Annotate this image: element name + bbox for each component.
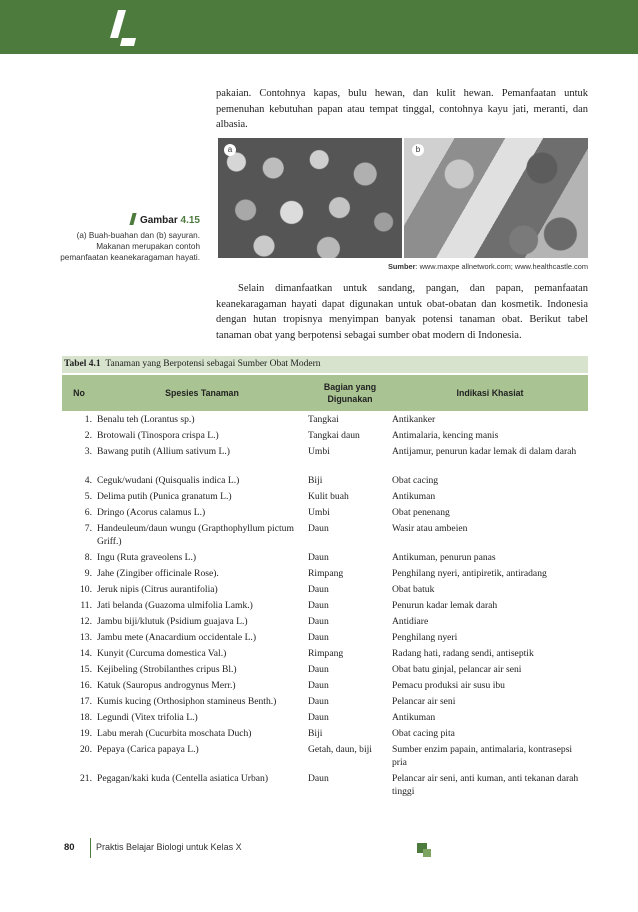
table-row	[62, 522, 588, 551]
table-caption-text: Tanaman yang Berpotensi sebagai Sumber Obat Modern	[105, 359, 321, 369]
table-row	[62, 727, 588, 743]
row-species: Delima putih (Punica granatum L.)	[97, 491, 232, 502]
table-row	[62, 615, 588, 631]
row-part: Biji	[308, 475, 323, 486]
row-indication: Pelancar air seni, anti kuman, anti tekanan darah tinggi	[392, 773, 579, 797]
row-number: 6.	[84, 507, 92, 518]
header-no: No	[73, 388, 85, 398]
body-paragraph	[216, 281, 588, 343]
row-indication: Obat batu ginjal, pelancar air seni	[392, 664, 522, 675]
header-part: Bagian yang Digunakan	[323, 382, 377, 404]
figure-bar-icon	[129, 213, 136, 225]
row-part: Rimpang	[308, 568, 344, 579]
row-species: Jambu biji/klutuk (Psidium guajava L.)	[97, 616, 248, 627]
photo-label-b: b	[412, 144, 424, 156]
row-species: Labu merah (Cucurbita moschata Duch)	[97, 728, 252, 739]
row-indication: Antikanker	[392, 414, 436, 425]
row-species: Brotowali (Tinospora crispa L.)	[97, 430, 219, 441]
table-row	[62, 445, 588, 474]
row-indication: Radang hati, radang sendi, antiseptik	[392, 648, 534, 659]
row-number: 13.	[80, 632, 92, 643]
header-band	[0, 0, 638, 54]
figure-title	[60, 213, 200, 226]
table-row	[62, 413, 588, 429]
table-row	[62, 711, 588, 727]
table-header	[62, 375, 588, 411]
table-row	[62, 583, 588, 599]
row-part: Daun	[308, 616, 329, 627]
row-species: Dringo (Acorus calamus L.)	[97, 507, 206, 518]
table-row	[62, 772, 588, 801]
table-row	[62, 663, 588, 679]
page-number: 80	[64, 842, 75, 853]
footer-square-small-icon	[423, 849, 431, 857]
row-number: 20.	[80, 744, 92, 755]
row-indication: Obat cacing pita	[392, 728, 455, 739]
row-indication: Penurun kadar lemak darah	[392, 600, 498, 611]
row-indication: Antikuman	[392, 491, 436, 502]
fruits-photo	[218, 138, 402, 258]
row-indication: Pelancar air seni	[392, 696, 456, 707]
row-part: Daun	[308, 523, 329, 534]
vegetables-photo	[404, 138, 588, 258]
row-indication: Obat cacing	[392, 475, 439, 486]
figure-number: 4.15	[180, 215, 200, 226]
row-part: Daun	[308, 584, 329, 595]
table-row	[62, 695, 588, 711]
row-indication: Wasir atau ambeien	[392, 523, 468, 534]
row-number: 3.	[84, 446, 92, 457]
photo-label-a: a	[224, 144, 236, 156]
row-indication: Obat penenang	[392, 507, 450, 518]
row-species: Jambu mete (Anacardium occidentale L.)	[97, 632, 257, 643]
row-indication: Penghilang nyeri	[392, 632, 458, 643]
row-species: Jati belanda (Guazoma ulmifolia Lamk.)	[97, 600, 253, 611]
row-part: Kulit buah	[308, 491, 349, 502]
row-part: Daun	[308, 696, 329, 707]
row-number: 17.	[80, 696, 92, 707]
row-part: Tangkai daun	[308, 430, 360, 441]
table-row	[62, 743, 588, 772]
top-paragraph: pakaian. Contohnya kapas, bulu hewan, dan kulit hewan. Pemanfaatan untuk pemenuhan kebutuhan papan atau tempat tinggal, contohnya kayu jati, meranti, dan albasia.	[216, 88, 588, 130]
row-part: Daun	[308, 552, 329, 563]
row-part: Daun	[308, 680, 329, 691]
row-indication: Antimalaria, kencing manis	[392, 430, 499, 441]
figure-caption: (a) Buah-buahan dan (b) sayuran. Makanan merupakan contoh pemanfaatan keanekaragaman hayati.	[60, 231, 200, 262]
table-row	[62, 506, 588, 522]
row-number: 15.	[80, 664, 92, 675]
row-species: Katuk (Sauropus androgynus Merr.)	[97, 680, 236, 691]
header-slash-icon	[104, 8, 144, 52]
table-row	[62, 490, 588, 506]
table-row	[62, 429, 588, 445]
row-number: 1.	[84, 414, 92, 425]
row-species: Ingu (Ruta graveolens L.)	[97, 552, 197, 563]
row-number: 5.	[84, 491, 92, 502]
row-part: Umbi	[308, 446, 330, 457]
row-species: Pepaya (Carica papaya L.)	[97, 744, 199, 755]
figure-caption-block	[60, 213, 200, 263]
row-species: Bawang putih (Allium sativum L.)	[97, 446, 230, 457]
row-part: Daun	[308, 773, 329, 784]
row-species: Kunyit (Curcuma domestica Val.)	[97, 648, 227, 659]
row-indication: Antikuman	[392, 712, 436, 723]
table-row	[62, 474, 588, 490]
row-number: 8.	[84, 552, 92, 563]
row-indication: Antidiare	[392, 616, 429, 627]
book-title: Praktis Belajar Biologi untuk Kelas X	[96, 842, 242, 852]
row-number: 14.	[80, 648, 92, 659]
row-species: Jeruk nipis (Citrus aurantifolia)	[97, 584, 218, 595]
table-row	[62, 647, 588, 663]
row-indication: Antijamur, penurun kadar lemak di dalam darah	[392, 446, 577, 457]
row-species: Ceguk/wudani (Quisqualis indica L.)	[97, 475, 240, 486]
row-number: 4.	[84, 475, 92, 486]
body-paragraph-text: Selain dimanfaatkan untuk sandang, pangan, dan papan, pemanfaatan keanekaragaman hayati dapat digunakan untuk obat-obatan dan kosmetik. Indonesia dengan hutan tropisnya menyimpan banyak potensi tanaman obat. Berikut tabel tanaman obat yang berpotensi sebagai sumber obat modern di Indonesia.	[216, 283, 588, 341]
row-species: Legundi (Vitex trifolia L.)	[97, 712, 198, 723]
row-part: Daun	[308, 712, 329, 723]
row-number: 10.	[80, 584, 92, 595]
source-text: : www.maxpe allnetwork.com; www.healthcastle.com	[415, 262, 588, 271]
row-number: 11.	[80, 600, 92, 611]
row-indication: Penghilang nyeri, antipiretik, antiradang	[392, 568, 547, 579]
row-part: Rimpang	[308, 648, 344, 659]
table-caption-label: Tabel 4.1	[64, 359, 101, 369]
table-row	[62, 599, 588, 615]
table-caption	[62, 356, 588, 373]
header-species: Spesies Tanaman	[165, 388, 239, 398]
row-indication: Antikuman, penurun panas	[392, 552, 496, 563]
row-part: Daun	[308, 632, 329, 643]
row-part: Umbi	[308, 507, 330, 518]
row-number: 19.	[80, 728, 92, 739]
row-part: Daun	[308, 600, 329, 611]
row-species: Handeuleum/daun wungu (Grapthophyllum pictum Griff.)	[97, 523, 294, 547]
row-species: Kejibeling (Strobilanthes cripus Bl.)	[97, 664, 237, 675]
figure-title-word: Gambar	[139, 215, 178, 226]
row-species: Benalu teh (Lorantus sp.)	[97, 414, 195, 425]
row-number: 18.	[80, 712, 92, 723]
table-row	[62, 679, 588, 695]
row-number: 12.	[80, 616, 92, 627]
image-source	[218, 262, 588, 271]
header-indication: Indikasi Khasiat	[456, 388, 524, 398]
table-row	[62, 551, 588, 567]
row-part: Getah, daun, biji	[308, 744, 372, 755]
table-row	[62, 567, 588, 583]
row-indication: Sumber enzim papain, antimalaria, kontrasepsi pria	[392, 744, 573, 768]
row-part: Tangkai	[308, 414, 339, 425]
row-part: Daun	[308, 664, 329, 675]
row-number: 9.	[84, 568, 92, 579]
source-label: Sumber	[387, 262, 416, 271]
row-species: Jahe (Zingiber officinale Rose).	[97, 568, 219, 579]
row-species: Pegagan/kaki kuda (Centella asiatica Urban)	[97, 773, 269, 784]
row-number: 16.	[80, 680, 92, 691]
row-species: Kumis kucing (Orthosiphon stamineus Benth.)	[97, 696, 277, 707]
row-indication: Pemacu produksi air susu ibu	[392, 680, 505, 691]
footer-divider	[90, 838, 91, 858]
row-number: 7.	[84, 523, 92, 534]
table-row	[62, 631, 588, 647]
row-number: 21.	[80, 773, 92, 784]
row-indication: Obat batuk	[392, 584, 435, 595]
row-number: 2.	[84, 430, 92, 441]
row-part: Biji	[308, 728, 323, 739]
